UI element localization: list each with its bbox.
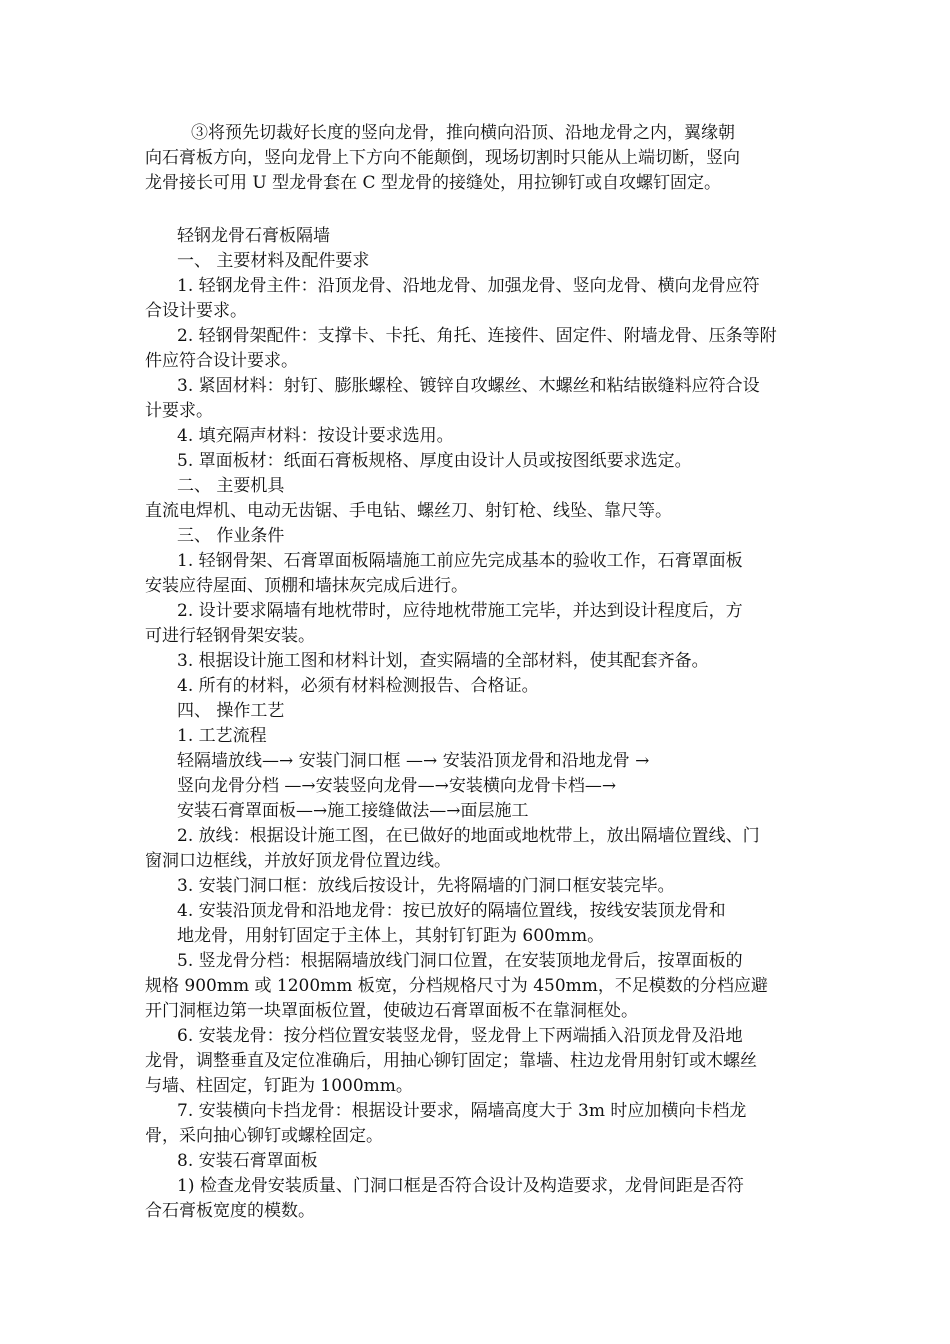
heading-procedure: 四、 操作工艺 [177,701,285,721]
intro-paragraph [145,121,810,196]
text-line: 计要求。 [145,401,213,421]
text-line: 窗洞口边框线，并放好顶龙骨位置边线。 [145,851,451,871]
text-line: 地龙骨，用射钉固定于主体上，其射钉钉距为 600mm。 [177,926,605,946]
text-line: ③将预先切裁好长度的竖向龙骨，推向横向沿顶、沿地龙骨之内，翼缘朝 [191,123,735,143]
text-line: 规格 900mm 或 1200mm 板宽，分档规格尺寸为 450mm，不足模数的分档应避 [145,976,768,996]
heading-conditions: 三、 作业条件 [177,526,285,546]
text-line: 3. 紧固材料：射钉、膨胀螺栓、镀锌自攻螺丝、木螺丝和粘结嵌缝料应符合设 [177,376,760,396]
text-line: 与墙、柱固定，钉距为 1000mm。 [145,1076,413,1096]
text-line: 4. 所有的材料，必须有材料检测报告、合格证。 [177,676,539,696]
text-line: 2. 放线：根据设计施工图，在已做好的地面或地枕带上，放出隔墙位置线、门 [177,826,760,846]
text-line: 向石膏板方向，竖向龙骨上下方向不能颠倒，现场切割时只能从上端切断，竖向 [145,148,740,168]
text-line: 4. 安装沿顶龙骨和沿地龙骨：按已放好的隔墙位置线，按线安装顶龙骨和 [177,901,726,921]
text-line: 6. 安装龙骨：按分档位置安装竖龙骨，竖龙骨上下两端插入沿顶龙骨及沿地 [177,1026,743,1046]
flow-line: 轻隔墙放线—→ 安装门洞口框 —→ 安装沿顶龙骨和沿地龙骨 → [177,751,650,771]
text-line: 合石膏板宽度的模数。 [145,1201,315,1221]
flow-line: 竖向龙骨分档 —→安装竖向龙骨—→安装横向龙骨卡档—→ [177,776,617,796]
text-line: 7. 安装横向卡挡龙骨：根据设计要求，隔墙高度大于 3m 时应加横向卡档龙 [177,1101,747,1121]
text-line: 件应符合设计要求。 [145,351,298,371]
text-line: 安装应待屋面、顶棚和墙抹灰完成后进行。 [145,576,468,596]
text-line: 1) 检查龙骨安装质量、门洞口框是否符合设计及构造要求，龙骨间距是否符 [177,1176,744,1196]
flow-line: 安装石膏罩面板—→施工接缝做法—→面层施工 [177,801,529,821]
text-line: 1. 轻钢龙骨主件：沿顶龙骨、沿地龙骨、加强龙骨、竖向龙骨、横向龙骨应符 [177,276,760,296]
heading-materials: 一、 主要材料及配件要求 [177,251,370,271]
text-line: 可进行轻钢骨架安装。 [145,626,315,646]
heading-tools: 二、 主要机具 [177,476,285,496]
text-line: 开门洞框边第一块罩面板位置，使破边石膏罩面板不在靠洞框处。 [145,1001,638,1021]
text-line: 3. 根据设计施工图和材料计划，查实隔墙的全部材料，使其配套齐备。 [177,651,709,671]
text-line: 4. 填充隔声材料：按设计要求选用。 [177,426,454,446]
text-line: 5. 罩面板材：纸面石膏板规格、厚度由设计人员或按图纸要求选定。 [177,451,692,471]
text-line: 龙骨，调整垂直及定位准确后，用抽心铆钉固定；靠墙、柱边龙骨用射钉或木螺丝 [145,1051,757,1071]
text-line: 合设计要求。 [145,301,247,321]
text-line: 2. 轻钢骨架配件：支撑卡、卡托、角托、连接件、固定件、附墙龙骨、压条等附 [177,326,777,346]
text-line: 3. 安装门洞口框：放线后按设计，先将隔墙的门洞口框安装完毕。 [177,876,675,896]
text-line: 1. 轻钢骨架、石膏罩面板隔墙施工前应先完成基本的验收工作，石膏罩面板 [177,551,743,571]
text-line: 直流电焊机、电动无齿锯、手电钻、螺丝刀、射钉枪、线坠、靠尺等。 [145,501,672,521]
text-line: 8. 安装石膏罩面板 [177,1151,318,1171]
document-body [145,224,810,1224]
text-line: 5. 竖龙骨分档：根据隔墙放线门洞口位置，在安装顶地龙骨后，按罩面板的 [177,951,743,971]
text-line: 1. 工艺流程 [177,726,267,746]
section-title: 轻钢龙骨石膏板隔墙 [177,226,330,246]
text-line: 龙骨接长可用 U 型龙骨套在 C 型龙骨的接缝处，用拉铆钉或自攻螺钉固定。 [145,173,721,193]
text-line: 2. 设计要求隔墙有地枕带时，应待地枕带施工完毕，并达到设计程度后，方 [177,601,743,621]
text-line: 骨，采向抽心铆钉或螺栓固定。 [145,1126,383,1146]
